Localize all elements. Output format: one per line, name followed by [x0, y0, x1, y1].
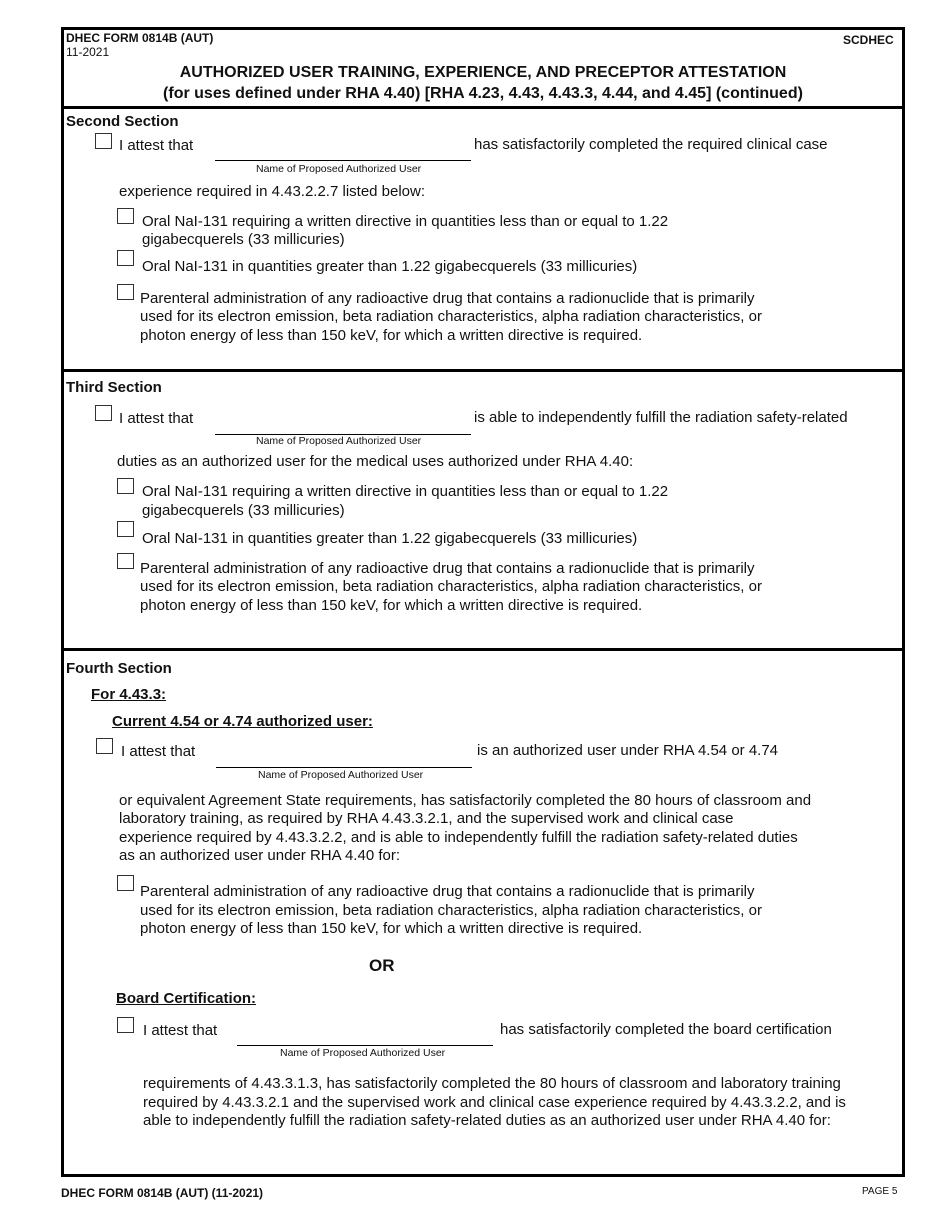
board-paragraph-line3: able to independently fulfill the radiation safety-related duties as an authorized user under RHA 4.40 for:: [143, 1112, 831, 1129]
board-paragraph-line1: requirements of 4.43.3.1.3, has satisfactorily completed the 80 hours of classroom and laboratory training: [143, 1075, 841, 1092]
board-attest-checkbox[interactable]: [117, 1017, 134, 1033]
third-name-caption: Name of Proposed Authorized User: [256, 435, 422, 447]
second-name-line[interactable]: [215, 160, 471, 161]
page-subtitle: (for uses defined under RHA 4.40) [RHA 4.23, 4.43, 4.43.3, 4.44, and 4.45] (continued): [163, 85, 803, 102]
section-divider-2-3: [61, 369, 905, 372]
board-name-caption: Name of Proposed Authorized User: [280, 1047, 446, 1059]
fourth-name-caption: Name of Proposed Authorized User: [258, 769, 424, 781]
third-option-3-line2: used for its electron emission, beta radiation characteristics, alpha radiation characteristics, or: [140, 578, 762, 595]
second-lead-text: experience required in 4.43.2.2.7 listed below:: [119, 183, 426, 200]
third-option-2-text: Oral NaI-131 in quantities greater than 1.22 gigabecquerels (33 millicuries): [142, 530, 638, 547]
second-attest-checkbox[interactable]: [95, 133, 112, 149]
fourth-name-line[interactable]: [216, 767, 472, 768]
second-attest-label: I attest that: [119, 137, 194, 154]
or-separator: OR: [369, 956, 395, 975]
third-option-1-checkbox[interactable]: [117, 478, 134, 494]
page-title: AUTHORIZED USER TRAINING, EXPERIENCE, AND PRECEPTOR ATTESTATION: [179, 64, 787, 81]
second-option-1-line1: Oral NaI-131 requiring a written directive in quantities less than or equal to 1.22: [142, 213, 669, 230]
third-option-2-checkbox[interactable]: [117, 521, 134, 537]
footer-form-id: DHEC FORM 0814B (AUT) (11-2021): [61, 1186, 264, 1200]
third-option-3-line3: photon energy of less than 150 keV, for which a written directive is required.: [140, 597, 643, 614]
fourth-option-line2: used for its electron emission, beta radiation characteristics, alpha radiation characteristics, or: [140, 902, 762, 919]
board-paragraph-line2: required by 4.43.3.2.1 and the supervised work and clinical case experience required by 4.43.3.2.2, and is: [143, 1094, 846, 1111]
third-section-heading: Third Section: [66, 379, 162, 396]
form-id: DHEC FORM 0814B (AUT): [66, 31, 214, 45]
second-option-2-checkbox[interactable]: [117, 250, 134, 266]
second-option-3-line1: Parenteral administration of any radioactive drug that contains a radionuclide that is primarily: [140, 290, 755, 307]
fourth-attest-checkbox[interactable]: [96, 738, 113, 754]
third-attest-label: I attest that: [119, 410, 194, 427]
fourth-paragraph-line4: as an authorized user under RHA 4.40 for:: [119, 847, 401, 864]
board-attest-label: I attest that: [143, 1022, 218, 1039]
for-4-43-3-label: For 4.43.3:: [91, 686, 167, 703]
fourth-paragraph-line2: laboratory training, as required by RHA 4.43.3.2.1, and the supervised work and clinical case: [119, 810, 734, 827]
fourth-option-checkbox[interactable]: [117, 875, 134, 891]
second-option-1-line2: gigabecquerels (33 millicuries): [142, 231, 345, 248]
board-name-line[interactable]: [237, 1045, 493, 1046]
third-option-3-checkbox[interactable]: [117, 553, 134, 569]
second-section-heading: Second Section: [66, 113, 179, 130]
fourth-attest-text: is an authorized user under RHA 4.54 or 4.74: [477, 742, 779, 759]
board-certification-label: Board Certification:: [116, 990, 257, 1007]
third-option-1-line2: gigabecquerels (33 millicuries): [142, 502, 345, 519]
fourth-paragraph-line1: or equivalent Agreement State requirements, has satisfactorily completed the 80 hours of classroom and: [119, 792, 812, 809]
third-lead-text: duties as an authorized user for the medical uses authorized under RHA 4.40:: [117, 453, 634, 470]
current-user-label: Current 4.54 or 4.74 authorized user:: [112, 713, 373, 730]
third-option-3-line1: Parenteral administration of any radioactive drug that contains a radionuclide that is primarily: [140, 560, 755, 577]
fourth-option-line3: photon energy of less than 150 keV, for which a written directive is required.: [140, 920, 643, 937]
second-option-3-line2: used for its electron emission, beta radiation characteristics, alpha radiation characteristics, or: [140, 308, 762, 325]
third-option-1-line1: Oral NaI-131 requiring a written directive in quantities less than or equal to 1.22: [142, 483, 669, 500]
fourth-attest-label: I attest that: [121, 743, 196, 760]
second-option-3-checkbox[interactable]: [117, 284, 134, 300]
form-revision: 11-2021: [66, 45, 110, 59]
second-option-3-line3: photon energy of less than 150 keV, for which a written directive is required.: [140, 327, 643, 344]
second-option-2-text: Oral NaI-131 in quantities greater than 1.22 gigabecquerels (33 millicuries): [142, 258, 638, 275]
board-attest-text: has satisfactorily completed the board certification: [500, 1021, 832, 1038]
second-name-caption: Name of Proposed Authorized User: [256, 163, 422, 175]
section-divider-3-4: [61, 648, 905, 651]
header-divider: [61, 106, 905, 109]
third-attest-checkbox[interactable]: [95, 405, 112, 421]
agency-name: SCDHEC: [843, 33, 894, 47]
fourth-option-line1: Parenteral administration of any radioactive drug that contains a radionuclide that is primarily: [140, 883, 755, 900]
second-attest-text: has satisfactorily completed the required clinical case: [474, 136, 828, 153]
page-number: PAGE 5: [862, 1186, 898, 1197]
second-option-1-checkbox[interactable]: [117, 208, 134, 224]
fourth-section-heading: Fourth Section: [66, 660, 172, 677]
fourth-paragraph-line3: experience required by 4.43.3.2.2, and is able to independently fulfill the radiation safety-related duties: [119, 829, 798, 846]
third-attest-text: is able to independently fulfill the radiation safety-related: [474, 409, 848, 426]
